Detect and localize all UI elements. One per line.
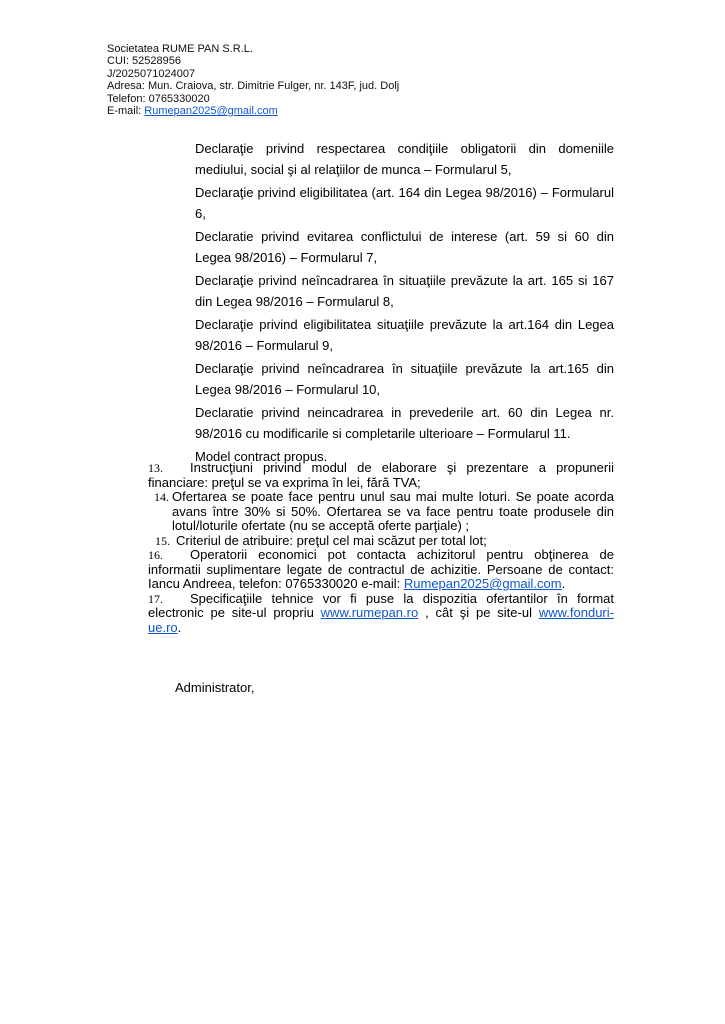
section-number: 13.: [148, 461, 163, 475]
section-text: Specificaţiile tehnice vor fi puse la dispozitia ofertantilor în format electronic pe site-ul propriu: [148, 590, 614, 620]
list-item-text: Declaraţie privind neîncadrarea în situaţiile prevăzute la art. 165 si 167 din Legea 98/2016 – Formularul 8,: [195, 273, 614, 309]
company-name: Societatea RUME PAN S.R.L.: [107, 43, 253, 55]
company-cui: CUI: 52528956: [107, 55, 181, 68]
list-item: [172, 271, 614, 312]
list-item-text: Declaratie privind neincadrarea in prevederile art. 60 din Legea nr. 98/2016 cu modificarile si completarile ulterioare – Formularul 11.: [195, 405, 614, 441]
contact-email-link[interactable]: Rumepan2025@gmail.com: [403, 576, 562, 591]
list-item-text: Declaraţie privind respectarea condiţiile obligatorii din domeniile mediului, social şi al relaţiilor de munca – Formularul 5,: [195, 141, 614, 177]
list-item-text: Declaraţie privind eligibilitatea situaţiile prevăzute la art.164 din Legea 98/2016 – Formularul 9,: [195, 317, 614, 353]
list-item: [172, 315, 614, 356]
section-13: [148, 461, 614, 490]
list-item-text: Declaratie privind evitarea conflictului de interese (art. 59 si 60 din Legea 98/2016) – Formularul 7,: [195, 229, 614, 265]
email-label: E-mail:: [107, 105, 145, 118]
numbered-sections: [148, 461, 614, 635]
section-number: 15.: [155, 533, 170, 548]
section-16: [148, 548, 614, 592]
company-phone: Telefon: 0765330020: [107, 92, 210, 105]
section-text-mid: , cât şi pe site-ul: [418, 605, 532, 620]
company-email-line: [107, 105, 399, 117]
list-item: [172, 227, 614, 268]
section-number: 16.: [148, 548, 163, 562]
company-registration: J/2025071024007: [107, 67, 196, 80]
section-text-end: .: [177, 619, 182, 635]
list-item-text: Model contract propus.: [195, 449, 328, 464]
section-text: Instrucţiuni privind modul de elaborare şi prezentare a propunerii financiare: preţul se va exprima în lei, fără TVA;: [148, 460, 614, 490]
section-15: [148, 534, 614, 549]
section-17: [148, 592, 614, 636]
company-email-link[interactable]: Rumepan2025@gmail.com: [144, 105, 278, 118]
signature-title: Administrator,: [175, 680, 255, 695]
list-item-text: Declaraţie privind eligibilitatea (art. 164 din Legea 98/2016) – Formularul 6,: [195, 185, 614, 221]
section-text-end: .: [561, 576, 566, 591]
company-header: [107, 43, 399, 117]
company-address: Adresa: Mun. Craiova, str. Dimitrie Fulger, nr. 143F, jud. Dolj: [107, 80, 400, 93]
required-documents-list: [172, 139, 614, 471]
fonduri-ue-website-link[interactable]: www.fonduri-ue.ro: [148, 605, 614, 635]
rumepan-website-link[interactable]: www.rumepan.ro: [320, 605, 419, 620]
list-item-text: Declaraţie privind neîncadrarea în situaţiile prevăzute la art.165 din Legea 98/2016 – Formularul 10,: [195, 361, 614, 397]
section-number: 14.: [154, 490, 169, 504]
section-text: Ofertarea se poate face pentru unul sau mai multe loturi. Se poate acorda avans între 30% si 50%. Ofertarea se va face pentru toate produsele din lotul/loturile ofertate (nu se acceptă oferte parţiale) ;: [172, 489, 614, 533]
section-text: Operatorii economici pot contacta achizitorul pentru obţinerea de informatii suplimentare legate de contractul de achizitie. Persoane de contact: Iancu Andreea, telefon: 0765330020 e-mail:: [148, 547, 614, 591]
list-item: [172, 139, 614, 180]
list-item: [172, 183, 614, 224]
section-number: 17.: [148, 591, 163, 606]
list-item: [172, 359, 614, 400]
list-item: [172, 403, 614, 444]
section-text: Criteriul de atribuire: preţul cel mai scăzut per total lot;: [176, 532, 487, 548]
section-14: [148, 490, 614, 534]
